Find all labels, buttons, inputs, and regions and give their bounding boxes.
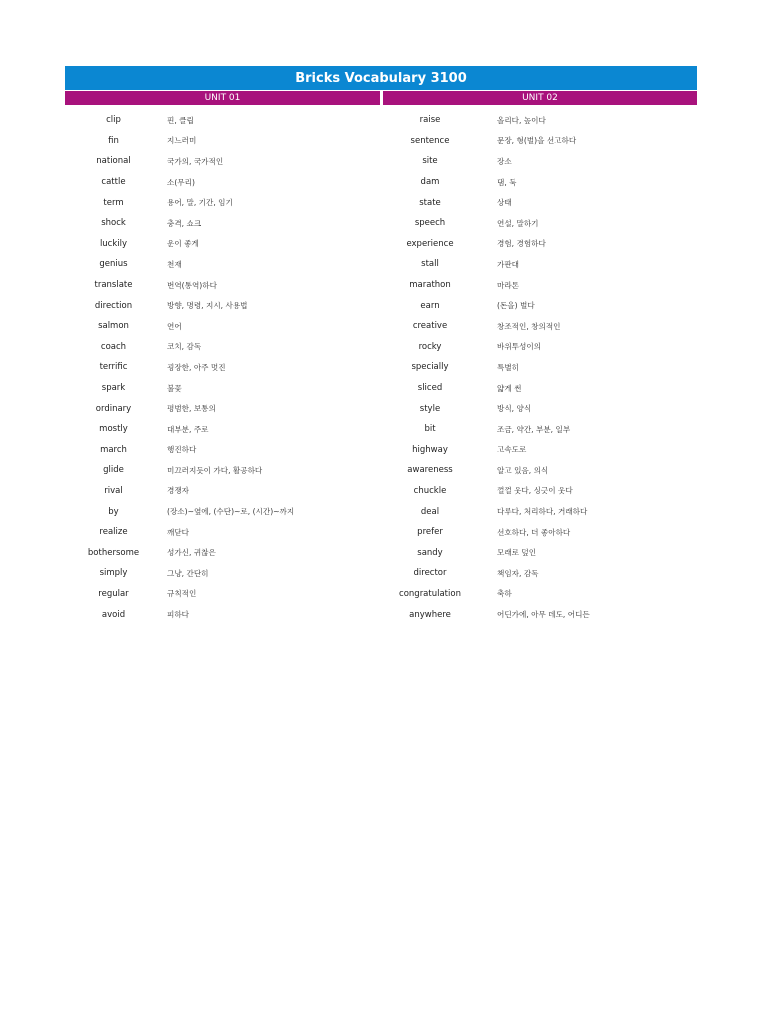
- vocab-row: [65, 604, 380, 625]
- vocab-row: [65, 234, 380, 255]
- vocab-row: [65, 522, 380, 543]
- vocab-row: [380, 522, 697, 543]
- vocab-row: [65, 460, 380, 481]
- vocab-row: [65, 398, 380, 419]
- vocab-word: avoid: [101, 609, 126, 620]
- vocab-meaning: 방식, 양식: [497, 404, 532, 414]
- vocab-word: march: [100, 444, 127, 455]
- unit-02-label: UNIT 02: [522, 93, 558, 103]
- vocab-meaning: 천재: [167, 259, 182, 269]
- vocab-meaning: 고속도로: [497, 445, 527, 455]
- vocab-meaning: (장소)~옆에, (수단)~로, (시간)~까지: [167, 507, 295, 517]
- vocab-row: [380, 584, 697, 605]
- vocab-word: spark: [101, 383, 126, 394]
- vocab-word: rocky: [418, 341, 442, 352]
- vocab-word: luckily: [99, 238, 128, 249]
- vocab-row: [380, 295, 697, 316]
- vocab-word: genius: [99, 259, 128, 270]
- vocab-word: congratulation: [399, 588, 461, 599]
- vocab-row: [380, 460, 697, 481]
- vocab-word: realize: [99, 527, 128, 538]
- vocab-row: [65, 337, 380, 358]
- vocab-row: [380, 357, 697, 378]
- vocab-row: [65, 378, 380, 399]
- vocab-row: [380, 481, 697, 502]
- vocab-row: [380, 378, 697, 399]
- vocab-meaning: 경험, 경험하다: [497, 239, 546, 249]
- vocab-row: [380, 501, 697, 522]
- vocab-meaning: 지느러미: [167, 136, 197, 146]
- vocab-meaning: 굉장한, 아주 멋진: [167, 362, 226, 372]
- vocab-word: sliced: [417, 383, 443, 394]
- vocab-row: [380, 254, 697, 275]
- vocab-meaning: 장소: [497, 156, 512, 166]
- vocab-word: coach: [100, 341, 127, 352]
- vocab-word: style: [419, 403, 441, 414]
- vocab-word: direction: [94, 300, 133, 311]
- vocab-meaning: 충격, 쇼크: [167, 218, 202, 228]
- vocab-word: anywhere: [409, 609, 451, 620]
- vocab-word: sentence: [410, 135, 450, 146]
- unit-01-label: UNIT 01: [204, 93, 241, 103]
- vocab-word: specially: [411, 362, 449, 373]
- vocab-meaning: 마라톤: [497, 280, 520, 290]
- vocab-meaning: 대부분, 주로: [167, 424, 209, 434]
- vocab-row: [380, 440, 697, 461]
- vocab-word: rival: [104, 485, 123, 496]
- vocab-row: [380, 172, 697, 193]
- vocab-word: mostly: [99, 424, 128, 435]
- unit-02-header: [383, 91, 697, 105]
- vocab-word: earn: [420, 300, 440, 311]
- vocab-meaning: 연설, 말하기: [497, 218, 539, 228]
- vocab-row: [380, 275, 697, 296]
- unit-header-row: [65, 91, 697, 105]
- vocab-row: [65, 563, 380, 584]
- vocab-word: experience: [406, 238, 454, 249]
- vocab-meaning: 번역(통역)하다: [167, 280, 217, 290]
- vocab-meaning: 책임자, 감독: [497, 568, 539, 578]
- vocabulary-columns: [65, 110, 697, 625]
- vocab-row: [65, 357, 380, 378]
- vocab-meaning: 알고 있음, 의식: [497, 465, 549, 475]
- vocab-row: [65, 419, 380, 440]
- vocab-row: [380, 151, 697, 172]
- vocabulary-sheet: [65, 66, 697, 625]
- vocab-row: [65, 192, 380, 213]
- vocab-word: director: [413, 568, 447, 579]
- vocab-meaning: 축하: [497, 589, 512, 599]
- vocab-row: [65, 481, 380, 502]
- vocab-word: by: [108, 506, 119, 517]
- vocab-row: [65, 316, 380, 337]
- vocab-word: awareness: [407, 465, 453, 476]
- vocab-meaning: 용어, 말, 기간, 임기: [167, 198, 233, 208]
- vocab-row: [65, 213, 380, 234]
- vocab-row: [65, 131, 380, 152]
- vocab-meaning: 창조적인, 창의적인: [497, 321, 561, 331]
- vocab-row: [380, 337, 697, 358]
- vocab-meaning: 경쟁자: [167, 486, 190, 496]
- vocab-meaning: 연어: [167, 321, 182, 331]
- vocab-word: cattle: [101, 177, 126, 188]
- page-title: Bricks Vocabulary 3100: [295, 70, 467, 86]
- vocab-word: glide: [103, 465, 124, 476]
- vocab-word: terrific: [99, 362, 128, 373]
- vocab-word: bothersome: [87, 547, 140, 558]
- vocab-row: [65, 584, 380, 605]
- vocab-meaning: 미끄러지듯이 가다, 활공하다: [167, 465, 263, 475]
- vocab-word: ordinary: [95, 403, 132, 414]
- vocab-meaning: 코치, 감독: [167, 342, 202, 352]
- vocab-word: prefer: [417, 527, 443, 538]
- vocab-word: sandy: [417, 547, 443, 558]
- vocab-row: [65, 501, 380, 522]
- vocab-word: shock: [101, 218, 126, 229]
- vocab-meaning: 깨닫다: [167, 527, 190, 537]
- vocab-meaning: 껄껄 웃다, 싱긋이 웃다: [497, 486, 573, 496]
- vocab-row: [380, 316, 697, 337]
- vocab-meaning: 어딘가에, 아무 데도, 어디든: [497, 610, 590, 620]
- unit-01-list: [65, 110, 380, 625]
- vocab-row: [65, 440, 380, 461]
- vocab-row: [380, 398, 697, 419]
- vocab-meaning: 방향, 명령, 지시, 사용법: [167, 301, 248, 311]
- vocab-meaning: 상태: [497, 198, 512, 208]
- vocab-meaning: 국가의, 국가적인: [167, 156, 224, 166]
- unit-01-header: [65, 91, 380, 105]
- vocab-meaning: 평범한, 보통의: [167, 404, 216, 414]
- vocab-row: [65, 542, 380, 563]
- vocab-row: [380, 542, 697, 563]
- vocab-meaning: 핀, 클립: [167, 115, 194, 125]
- vocab-word: marathon: [409, 280, 451, 291]
- vocab-word: highway: [412, 444, 448, 455]
- vocab-meaning: 불꽃: [167, 383, 182, 393]
- vocab-meaning: 선호하다, 더 좋아하다: [497, 527, 571, 537]
- vocab-word: speech: [414, 218, 446, 229]
- vocab-row: [380, 563, 697, 584]
- vocab-row: [65, 172, 380, 193]
- vocab-word: stall: [421, 259, 439, 270]
- vocab-row: [380, 131, 697, 152]
- vocab-meaning: 그냥, 간단히: [167, 568, 209, 578]
- vocab-word: regular: [98, 588, 129, 599]
- vocab-word: clip: [106, 115, 121, 126]
- vocab-meaning: 댐, 둑: [497, 177, 517, 187]
- vocab-word: state: [419, 197, 441, 208]
- vocab-meaning: 행진하다: [167, 445, 197, 455]
- unit-02-list: [380, 110, 697, 625]
- vocab-row: [65, 295, 380, 316]
- vocab-row: [380, 110, 697, 131]
- vocab-row: [380, 604, 697, 625]
- vocab-meaning: 모래로 덮인: [497, 548, 537, 558]
- vocab-row: [380, 234, 697, 255]
- vocab-row: [65, 110, 380, 131]
- vocab-word: dam: [420, 177, 440, 188]
- vocab-row: [65, 275, 380, 296]
- vocab-row: [65, 151, 380, 172]
- vocab-word: raise: [419, 115, 441, 126]
- vocab-meaning: 얇게 썬: [497, 383, 522, 393]
- vocab-row: [380, 192, 697, 213]
- vocab-word: translate: [94, 280, 133, 291]
- vocab-row: [380, 213, 697, 234]
- title-bar: [65, 66, 697, 90]
- vocab-word: term: [103, 197, 124, 208]
- vocab-meaning: 특별히: [497, 362, 520, 372]
- vocab-row: [380, 419, 697, 440]
- vocab-meaning: 규칙적인: [167, 589, 197, 599]
- vocab-meaning: 바위투성이의: [497, 342, 542, 352]
- vocab-meaning: 올리다, 높이다: [497, 115, 546, 125]
- vocab-row: [65, 254, 380, 275]
- vocab-meaning: 운이 좋게: [167, 239, 199, 249]
- vocab-word: chuckle: [413, 485, 447, 496]
- vocab-word: bit: [424, 424, 436, 435]
- vocab-word: simply: [99, 568, 128, 579]
- vocab-meaning: (돈을) 벌다: [497, 301, 535, 311]
- vocab-word: site: [422, 156, 438, 167]
- vocab-word: deal: [420, 506, 440, 517]
- vocab-word: national: [96, 156, 131, 167]
- vocab-meaning: 다루다, 처리하다, 거래하다: [497, 507, 588, 517]
- vocab-meaning: 조금, 약간, 부분, 일부: [497, 424, 571, 434]
- vocab-word: fin: [108, 135, 119, 146]
- vocab-word: salmon: [98, 321, 129, 332]
- vocab-meaning: 가판대: [497, 259, 520, 269]
- vocab-meaning: 성가신, 귀찮은: [167, 548, 216, 558]
- vocab-meaning: 문장, 형(벌)을 선고하다: [497, 136, 577, 146]
- vocab-word: creative: [412, 321, 448, 332]
- vocab-meaning: 피하다: [167, 610, 190, 620]
- vocab-meaning: 소(무리): [167, 177, 195, 187]
